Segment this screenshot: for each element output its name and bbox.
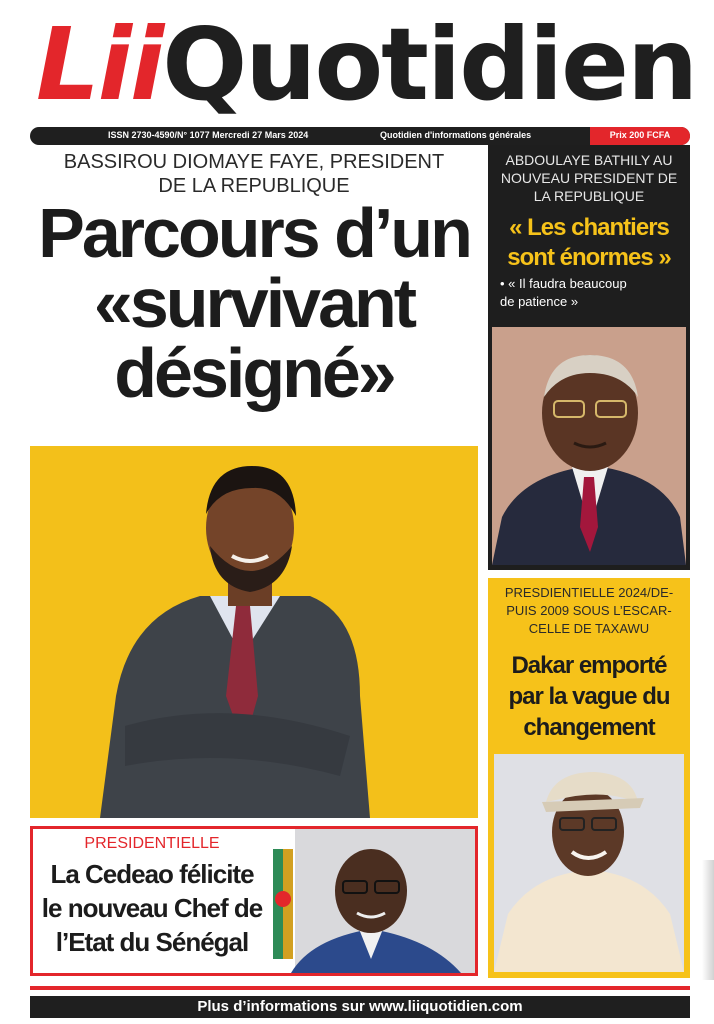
dakar-kicker-line: CELLE DE TAXAWU [528,621,650,636]
page-edge-shadow [702,860,714,980]
headline-line: «survivant [93,264,415,342]
lead-headline [22,194,486,412]
issue-info-bar [30,127,690,145]
bathily-quote-line: « Les chantiers [509,214,669,241]
dakar-photo [494,754,684,972]
cedeao-kicker: PRESIDENTIELLE [84,835,220,852]
dakar-sidebar [488,578,690,978]
logo-lii: Lii [36,6,163,123]
dakar-title-line: par la vague du [508,683,670,710]
bathily-quote [492,213,686,273]
cedeao-title-line: le nouveau Chef de [41,893,263,923]
dakar-kicker [488,584,690,638]
logo-quotidien: Quotidien [162,6,697,123]
cedeao-title-line: La Cedeao félicite [50,859,254,889]
headline-line: désigné» [114,334,394,412]
official-portrait-illustration [271,829,475,973]
bathily-subquote-line: de patience » [500,294,579,309]
masthead [30,6,697,124]
bathily-kicker-line: ABDOULAYE BATHILY AU [505,152,673,168]
dakar-kicker-line: PUIS 2009 SOUS L’ESCAR- [506,603,672,618]
cedeao-photo [271,829,475,973]
footer-website-bar: Plus d’informations sur www.liiquotidien.com [30,996,690,1018]
lead-kicker-line: DE LA REPUBLIQUE [158,175,350,197]
bathily-kicker-line: NOUVEAU PRESIDENT DE [500,170,678,186]
dakar-title-line: Dakar emporté [511,652,667,679]
lead-kicker-line: BASSIROU DIOMAYE FAYE, PRESIDENT [63,151,445,173]
dakar-title-line: changement [523,714,655,741]
cedeao-title [35,857,269,959]
footer-divider [30,986,690,990]
newspaper-logo [36,6,696,123]
bathily-subquote [500,275,684,311]
headline-line: Parcours d’un [38,194,470,272]
cedeao-title-line: l’Etat du Sénégal [55,927,249,957]
bathily-kicker-line: LA REPUBLIQUE [533,188,645,204]
bathily-subquote-line: • « Il faudra beaucoup [500,276,627,291]
dakar-title [490,650,688,743]
price-badge: Prix 200 FCFA [590,127,690,145]
bathily-photo [492,327,686,565]
portrait-illustration [30,446,478,818]
bathily-quote-line: sont énormes » [507,244,671,271]
bathily-portrait-illustration [492,327,686,565]
tagline: Quotidien d'informations générales [380,130,532,140]
dakar-kicker-line: PRESDIENTIELLE 2024/DE- [504,585,674,600]
khalifa-portrait-illustration [494,754,684,972]
cedeao-text [33,829,271,973]
lead-kicker [30,150,478,198]
issn-date: ISSN 2730-4590/N° 1077 Mercredi 27 Mars 2024 [108,130,309,140]
bathily-kicker [488,151,690,205]
cedeao-article [30,826,478,976]
bathily-sidebar [488,145,690,570]
lead-photo [30,446,478,818]
